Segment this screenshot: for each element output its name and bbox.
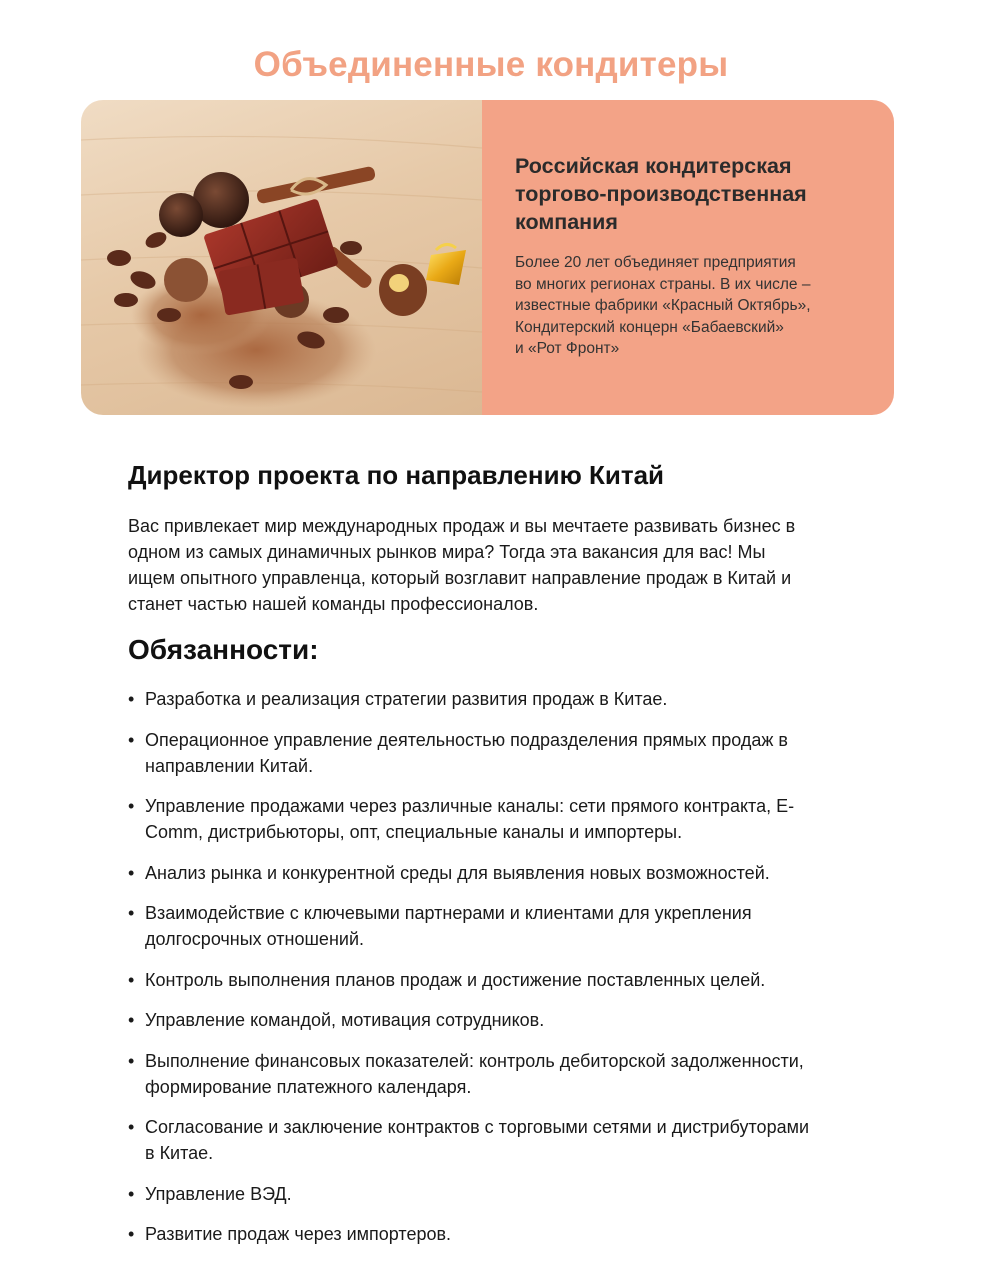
duties-title: Обязанности: [128, 634, 319, 665]
vacancy-title: Директор проекта по направлению Китай [128, 460, 665, 490]
duty-item [128, 1221, 858, 1247]
duty-item [128, 1181, 858, 1207]
duty-text: Контроль выполнения планов продаж и достижение поставленных целей. [145, 969, 766, 990]
duty-text: формирование платежного календаря. [145, 1076, 472, 1097]
duty-item [128, 1007, 858, 1033]
duty-text: Развитие продаж через импортеров. [145, 1224, 452, 1244]
hero-heading-line: компания [515, 210, 618, 234]
hero-text-line: известные фабрики «Красный Октябрь», [515, 297, 811, 314]
duties-list [128, 686, 858, 1262]
duty-item [128, 860, 858, 886]
duty-item [128, 900, 858, 952]
intro-line: Вас привлекает мир международных продаж и вы мечтаете развивать бизнес в [128, 516, 796, 536]
duty-text: Анализ рынка и конкурентной среды для выявления новых возможностей. [145, 862, 770, 883]
duty-text: Выполнение финансовых показателей: контроль дебиторской задолженности, [145, 1050, 804, 1071]
intro-line: одном из самых динамичных рынков мира? Тогда эта вакансия для вас! Мы [128, 542, 766, 562]
hero-heading [515, 152, 864, 236]
duty-text: направлении Китай. [145, 755, 314, 776]
hero-heading-line: Российская кондитерская [515, 154, 792, 178]
hero-text-line: Кондитерский концерн «Бабаевский» [515, 318, 784, 336]
bullet-icon: • [128, 969, 135, 990]
bullet-icon: • [128, 903, 135, 923]
duty-text: Операционное управление деятельностью подразделения прямых продаж в [145, 729, 788, 750]
bullet-icon: • [128, 1010, 135, 1030]
duty-item [128, 967, 858, 993]
duty-text: Управление командой, мотивация сотрудников. [145, 1010, 545, 1030]
hero-text-line: во многих регионах страны. В их числе – [515, 275, 811, 293]
duty-text: Согласование и заключение контрактов с торговыми сетями и дистрибуторами [145, 1117, 810, 1137]
duty-text: Управление продажами через различные каналы: сети прямого контракта, E- [145, 796, 795, 816]
duty-text: Управление ВЭД. [145, 1183, 292, 1204]
duty-item [128, 1114, 858, 1166]
bullet-icon: • [128, 862, 135, 883]
vacancy-intro [128, 513, 848, 617]
intro-line: ищем опытного управленца, который возглавит направление продаж в Китай и [128, 568, 792, 588]
chocolate-sweets-photo [81, 100, 482, 415]
bullet-icon: • [128, 1224, 135, 1244]
hero-text-line: Более 20 лет объединяет предприятия [515, 254, 796, 271]
intro-line: станет частью нашей команды профессионалов. [128, 594, 539, 614]
hero-banner [81, 100, 894, 415]
bullet-icon: • [128, 796, 135, 816]
duty-item [128, 686, 858, 712]
duty-text: долгосрочных отношений. [145, 929, 364, 949]
bullet-icon: • [128, 729, 135, 750]
bullet-icon: • [128, 689, 135, 709]
duty-text: Разработка и реализация стратегии развития продаж в Китае. [145, 689, 668, 709]
duty-text: Взаимодействие с ключевыми партнерами и клиентами для укрепления [145, 903, 752, 923]
bullet-icon: • [128, 1117, 135, 1137]
company-title: Объединенные кондитеры [253, 45, 729, 85]
duty-item [128, 727, 858, 779]
duty-text: Comm, дистрибьюторы, опт, специальные каналы и импортеры. [145, 822, 683, 842]
duty-item [128, 793, 858, 845]
hero-description [515, 252, 864, 360]
duty-item [128, 1048, 858, 1100]
hero-heading-line: торгово-производственная [515, 182, 807, 206]
hero-text-line: и «Рот Фронт» [515, 340, 620, 357]
hero-info-panel [482, 100, 894, 415]
bullet-icon: • [128, 1183, 135, 1204]
duty-text: в Китае. [145, 1143, 214, 1163]
bullet-icon: • [128, 1050, 135, 1071]
